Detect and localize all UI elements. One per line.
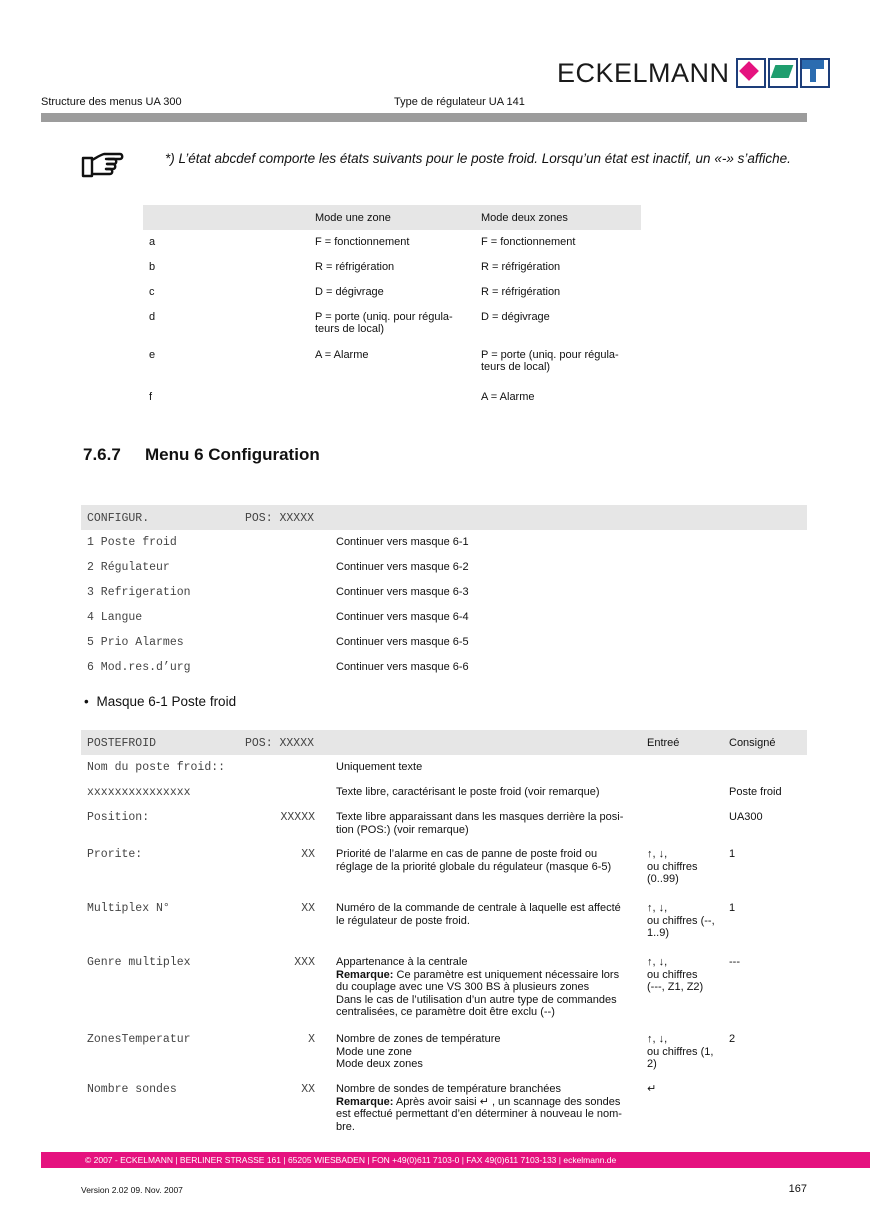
param-setpoint: 1 xyxy=(729,848,736,860)
param-name: Multiplex N° xyxy=(87,902,170,915)
param-value: XXXXX xyxy=(280,811,315,824)
poste-row xyxy=(81,805,807,842)
header-subtitle: Type de régulateur UA 141 xyxy=(394,96,525,108)
state-key: e xyxy=(149,349,156,361)
state-col-one-zone: Mode une zone xyxy=(315,212,391,224)
poste-row xyxy=(81,1077,807,1137)
poste-header-pos: POS: XXXXX xyxy=(245,737,315,750)
config-header-label: CONFIGUR. xyxy=(87,512,150,525)
state-two-zones: D = dégivrage xyxy=(481,311,550,323)
param-description-line: Nombre de sondes de température branchées xyxy=(336,1083,562,1095)
poste-header-label: POSTEFROID xyxy=(87,737,157,750)
poste-row xyxy=(81,1027,807,1077)
state-row xyxy=(143,255,641,280)
state-one-zone: R = réfrigération xyxy=(315,261,395,273)
header-rule xyxy=(41,113,807,122)
state-table xyxy=(143,205,641,410)
config-item: 6 Mod.res.d’urg xyxy=(87,661,191,674)
version-info: Version 2.02 09. Nov. 2007 xyxy=(81,1185,183,1195)
param-value: XX xyxy=(301,902,315,915)
param-setpoint: 2 xyxy=(729,1033,736,1045)
mask-heading-text: Masque 6-1 Poste froid xyxy=(96,694,237,709)
config-row xyxy=(81,580,807,605)
state-two-zones: R = réfrigération xyxy=(481,286,561,298)
state-two-zones: A = Alarme xyxy=(481,391,535,403)
config-item: 1 Poste froid xyxy=(87,536,177,549)
param-name: Prorite: xyxy=(87,848,143,861)
config-description: Continuer vers masque 6-4 xyxy=(336,611,469,623)
remark-text: Ce paramètre est uniquement nécessaire lors du couplage avec une VS 300 BS à plusieurs zones Dans le cas de l’utilisation d’un autre type de commandes centralisées, ce paramètre doit être exclu (--) xyxy=(336,968,620,1018)
param-setpoint: --- xyxy=(729,956,740,968)
config-header-pos: POS: XXXXX xyxy=(245,512,315,525)
config-description: Continuer vers masque 6-3 xyxy=(336,586,469,598)
poste-row xyxy=(81,842,807,896)
poste-froid-table xyxy=(81,730,807,1137)
param-remark xyxy=(336,1096,622,1134)
config-table-header xyxy=(81,505,807,530)
param-value: X xyxy=(308,1033,315,1046)
config-item: 3 Refrigeration xyxy=(87,586,191,599)
state-note: *) L’état abcdef comporte les états suivants pour le poste froid. Lorsqu’un état est inactif, un «-» s’affiche. xyxy=(165,151,791,166)
param-name: Position: xyxy=(87,811,150,824)
mask-heading xyxy=(84,694,236,709)
param-entry: ↑, ↓, ou chiffres (1, 2) xyxy=(647,1033,714,1070)
config-row xyxy=(81,655,807,680)
param-setpoint: UA300 xyxy=(729,811,763,823)
param-description: Nombre de zones de température Mode une zone Mode deux zones xyxy=(336,1033,501,1070)
state-key: f xyxy=(149,391,153,403)
config-description: Continuer vers masque 6-2 xyxy=(336,561,469,573)
config-row xyxy=(81,555,807,580)
param-name: xxxxxxxxxxxxxxx xyxy=(87,786,191,799)
state-one-zone: F = fonctionnement xyxy=(315,236,410,248)
state-two-zones: R = réfrigération xyxy=(481,261,561,273)
param-description: Texte libre apparaissant dans les masques derrière la posi- tion (POS:) (voir remarque) xyxy=(336,811,624,836)
param-description xyxy=(336,956,619,1019)
param-description: Numéro de la commande de centrale à laquelle est affecté le régulateur de poste froid. xyxy=(336,902,621,927)
poste-row xyxy=(81,896,807,950)
param-value: XX xyxy=(301,1083,315,1096)
bullet-symbol: • xyxy=(84,694,89,709)
remark-label: Remarque: xyxy=(336,968,394,981)
section-title: Menu 6 Configuration xyxy=(145,445,320,464)
state-one-zone: D = dégivrage xyxy=(315,286,384,298)
config-row xyxy=(81,605,807,630)
pointing-hand-icon xyxy=(80,150,128,180)
config-row xyxy=(81,630,807,655)
param-remark xyxy=(336,969,619,1019)
param-entry: ↑, ↓, ou chiffres (---, Z1, Z2) xyxy=(647,956,704,993)
poste-row xyxy=(81,755,807,780)
param-description-line: Appartenance à la centrale xyxy=(336,956,468,968)
state-key: d xyxy=(149,311,156,323)
config-item: 4 Langue xyxy=(87,611,143,624)
state-key: b xyxy=(149,261,156,273)
config-item: 5 Prio Alarmes xyxy=(87,636,184,649)
state-row xyxy=(143,305,641,343)
param-entry: ↑, ↓, ou chiffres (--, 1..9) xyxy=(647,902,715,939)
state-row xyxy=(143,280,641,305)
config-description: Continuer vers masque 6-6 xyxy=(336,661,469,673)
param-name: Genre multiplex xyxy=(87,956,191,969)
param-name: ZonesTemperatur xyxy=(87,1033,191,1046)
footer-contact: © 2007 - ECKELMANN | BERLINER STRASSE 161 | 65205 WIESBADEN | FON +49(0)611 7103-0 | FAX 49(0)611 7103-133 | eckelmann.de xyxy=(85,1155,617,1165)
poste-header-entry: Entreé xyxy=(647,737,680,749)
state-key: c xyxy=(149,286,155,298)
config-description: Continuer vers masque 6-5 xyxy=(336,636,469,648)
param-value: XXX xyxy=(294,956,315,969)
state-row xyxy=(143,385,641,410)
remark-text: Après avoir saisi ↵ , un scannage des sondes est effectué permettant d’en déterminer à nouveau le nom- bre. xyxy=(336,1095,622,1133)
poste-header-setpoint: Consigné xyxy=(729,737,776,749)
state-col-two-zones: Mode deux zones xyxy=(481,212,568,224)
header-doc-title: Structure des menus UA 300 xyxy=(41,96,182,108)
param-name: Nombre sondes xyxy=(87,1083,177,1096)
param-description xyxy=(336,1083,622,1133)
brand-mark-icon xyxy=(734,58,830,88)
config-item: 2 Régulateur xyxy=(87,561,170,574)
state-key: a xyxy=(149,236,156,248)
poste-row xyxy=(81,780,807,805)
state-one-zone: A = Alarme xyxy=(315,349,369,361)
state-table-header xyxy=(143,205,641,230)
param-entry: ↑, ↓, ou chiffres (0..99) xyxy=(647,848,698,885)
section-number: 7.6.7 xyxy=(83,445,121,464)
param-description: Texte libre, caractérisant le poste froid (voir remarque) xyxy=(336,786,600,798)
brand-name: ECKELMANN xyxy=(557,57,730,88)
state-one-zone: P = porte (uniq. pour régula- teurs de local) xyxy=(315,311,453,335)
config-row xyxy=(81,530,807,555)
param-setpoint: Poste froid xyxy=(729,786,782,798)
state-row xyxy=(143,230,641,255)
param-description: Priorité de l’alarme en cas de panne de poste froid ou réglage de la priorité globale du régulateur (masque 6-5) xyxy=(336,848,612,873)
state-two-zones: P = porte (uniq. pour régula- teurs de local) xyxy=(481,349,619,373)
brand-logo xyxy=(557,58,830,88)
config-menu-table xyxy=(81,505,807,680)
state-row xyxy=(143,343,641,385)
remark-label: Remarque: xyxy=(336,1095,394,1108)
param-description: Uniquement texte xyxy=(336,761,423,773)
poste-table-header xyxy=(81,730,807,755)
param-name: Nom du poste froid:: xyxy=(87,761,226,774)
config-description: Continuer vers masque 6-1 xyxy=(336,536,469,548)
param-setpoint: 1 xyxy=(729,902,736,914)
param-value: XX xyxy=(301,848,315,861)
param-entry: ↵ xyxy=(647,1083,657,1095)
poste-row xyxy=(81,950,807,1027)
state-two-zones: F = fonctionnement xyxy=(481,236,576,248)
page-number: 167 xyxy=(788,1183,807,1195)
